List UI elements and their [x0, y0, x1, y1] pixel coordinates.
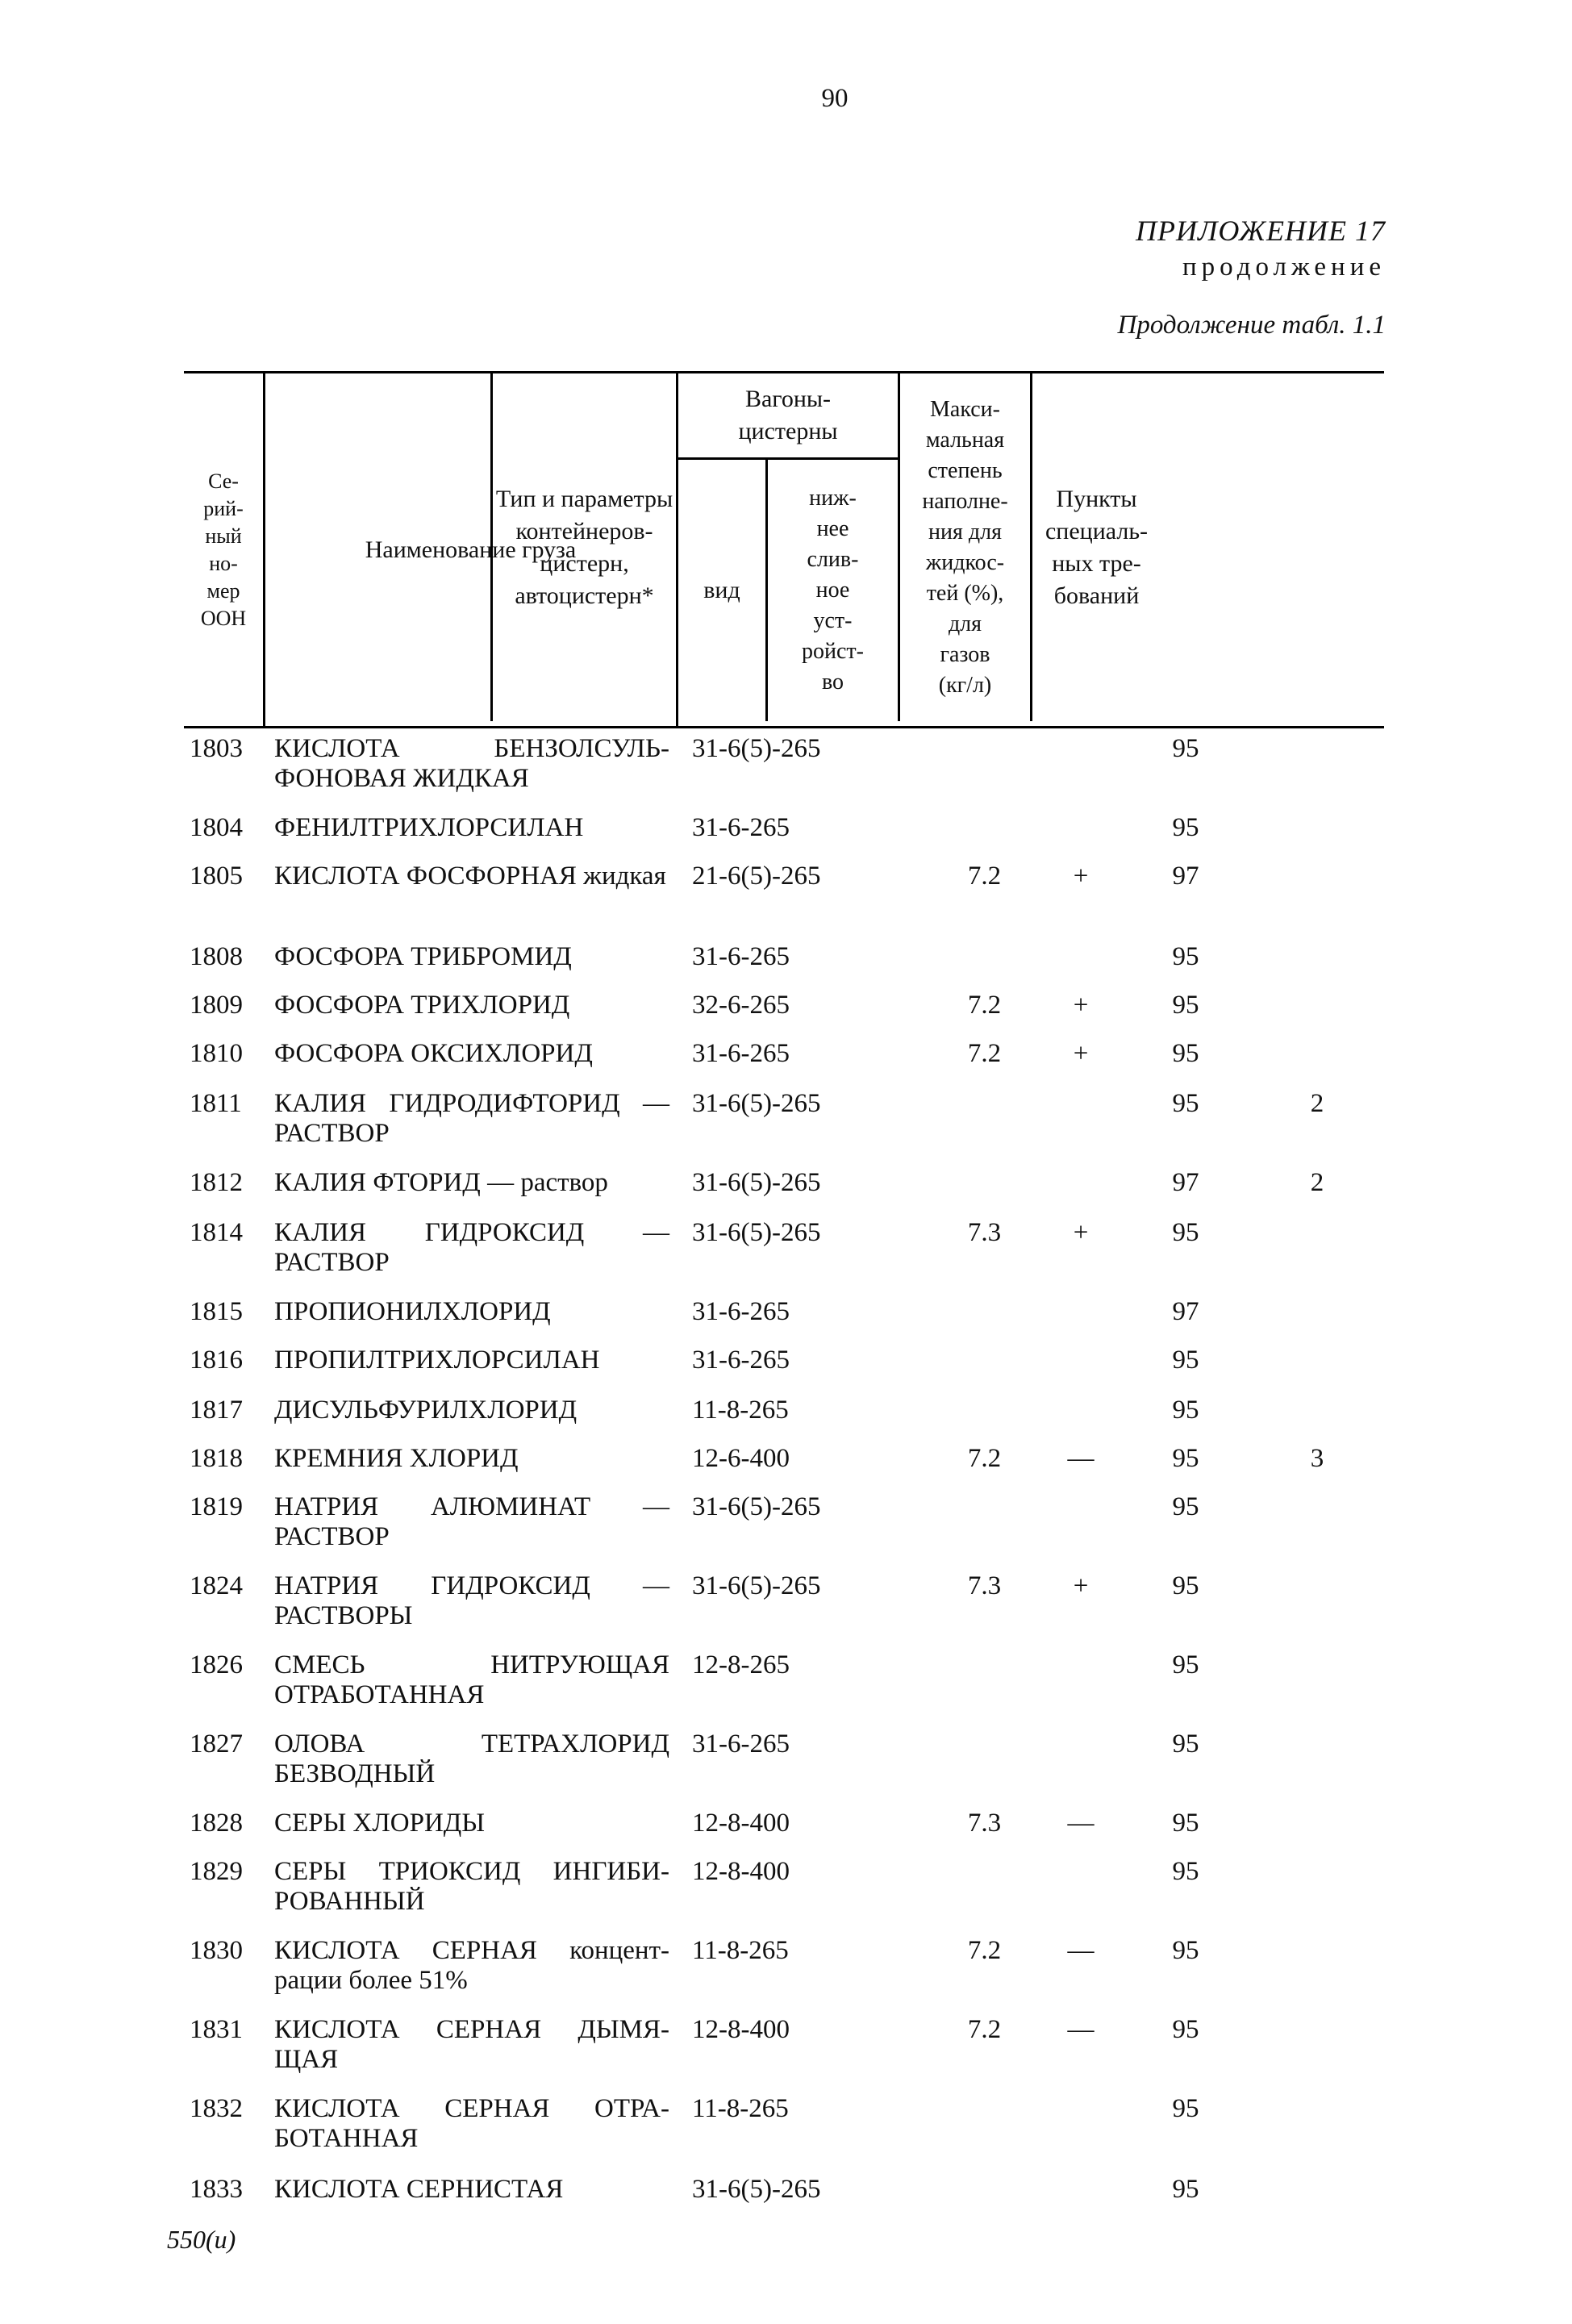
row-tank-type: 31-6(5)-265 [692, 1168, 821, 1197]
header-name: Наименование груза [263, 373, 676, 726]
header-wagons: Вагоны- цистерны [676, 373, 898, 460]
row-max-fill: 95 [1172, 1492, 1199, 1521]
row-cargo-name: КИСЛОТА СЕРНИСТАЯ [274, 2175, 564, 2204]
row-code: 1830 [190, 1936, 243, 1965]
row-tank-type: 32-6-265 [692, 991, 790, 1020]
row-tank-type: 21-6(5)-265 [692, 862, 821, 891]
row-cargo-name: НАТРИЯ АЛЮМИНАТ — РАСТВОР [274, 1492, 669, 1551]
row-code: 1804 [190, 813, 243, 842]
row-code: 1827 [190, 1729, 243, 1759]
row-tank-type: 31-6-265 [692, 1729, 790, 1759]
row-max-fill: 95 [1172, 1729, 1199, 1759]
row-code: 1816 [190, 1346, 243, 1375]
page-number: 90 [821, 84, 849, 113]
row-max-fill: 95 [1172, 813, 1199, 842]
row-max-fill: 95 [1172, 1089, 1199, 1118]
row-cargo-name: КИСЛОТА БЕНЗОЛСУЛЬ-ФОНОВАЯ ЖИДКАЯ [274, 734, 669, 793]
row-max-fill: 95 [1172, 1396, 1199, 1425]
row-tank-type: 31-6(5)-265 [692, 1218, 821, 1247]
header-type: Тип и параметры контейнеров- цистерн, автоцистерн* [490, 373, 676, 721]
row-cargo-name: ФОСФОРА ОКСИХЛОРИД [274, 1039, 593, 1068]
row-max-fill: 95 [1172, 1346, 1199, 1375]
row-wagon-kind: 7.2 [967, 862, 1002, 891]
row-wagon-kind: 7.3 [967, 1809, 1002, 1838]
row-code: 1819 [190, 1492, 243, 1521]
row-code: 1828 [190, 1809, 243, 1838]
row-bottom-drain: + [1073, 1571, 1089, 1600]
row-bottom-drain: + [1073, 991, 1089, 1020]
row-cargo-name: ФОСФОРА ТРИБРОМИД [274, 942, 572, 971]
row-cargo-name: КАЛИЯ ГИДРОКСИД — РАСТВОР [274, 1218, 669, 1277]
row-bottom-drain: + [1073, 1218, 1089, 1247]
row-max-fill: 95 [1172, 991, 1199, 1020]
row-max-fill: 95 [1172, 1936, 1199, 1965]
row-bottom-drain: — [1067, 1936, 1095, 1965]
row-code: 1810 [190, 1039, 243, 1068]
row-special-requirements: 2 [1310, 1168, 1324, 1197]
row-code: 1826 [190, 1650, 243, 1679]
row-max-fill: 95 [1172, 2094, 1199, 2123]
row-max-fill: 95 [1172, 1857, 1199, 1886]
row-cargo-name: ДИСУЛЬФУРИЛХЛОРИД [274, 1396, 578, 1425]
row-code: 1817 [190, 1396, 243, 1425]
header-fill: Макси- мальная степень наполне- ния для жидкос- тей (%), для газов (кг/л) [898, 373, 1030, 721]
row-wagon-kind: 7.2 [967, 1444, 1002, 1473]
row-max-fill: 95 [1172, 1218, 1199, 1247]
row-code: 1811 [190, 1089, 242, 1118]
row-code: 1824 [190, 1571, 243, 1600]
row-bottom-drain: + [1073, 862, 1089, 891]
header-drain: ниж- нее слив- ное уст- ройст- во [765, 460, 898, 721]
row-cargo-name: КАЛИЯ ГИДРОДИФТОРИД — РАСТВОР [274, 1089, 669, 1148]
row-tank-type: 31-6(5)-265 [692, 734, 821, 763]
row-cargo-name: НАТРИЯ ГИДРОКСИД — РАСТВОРЫ [274, 1571, 669, 1630]
row-cargo-name: КИСЛОТА СЕРНАЯ ДЫМЯ-ЩАЯ [274, 2015, 669, 2074]
row-max-fill: 95 [1172, 2175, 1199, 2204]
row-code: 1805 [190, 862, 243, 891]
row-tank-type: 31-6-265 [692, 813, 790, 842]
row-code: 1818 [190, 1444, 243, 1473]
row-code: 1812 [190, 1168, 243, 1197]
row-tank-type: 31-6-265 [692, 1346, 790, 1375]
row-tank-type: 11-8-265 [692, 1936, 789, 1965]
row-special-requirements: 2 [1310, 1089, 1324, 1118]
row-bottom-drain: — [1067, 1444, 1095, 1473]
row-cargo-name: КИСЛОТА СЕРНАЯ концент-рации более 51% [274, 1936, 669, 1995]
row-tank-type: 31-6(5)-265 [692, 1492, 821, 1521]
row-max-fill: 95 [1172, 1444, 1199, 1473]
row-tank-type: 12-6-400 [692, 1444, 790, 1473]
row-max-fill: 97 [1172, 1297, 1199, 1326]
row-wagon-kind: 7.3 [967, 1218, 1002, 1247]
row-wagon-kind: 7.2 [967, 2015, 1002, 2044]
row-max-fill: 95 [1172, 734, 1199, 763]
row-cargo-name: СЕРЫ ХЛОРИДЫ [274, 1809, 486, 1838]
header-kind: вид [676, 460, 765, 721]
row-tank-type: 11-8-265 [692, 1396, 789, 1425]
row-code: 1803 [190, 734, 243, 763]
row-cargo-name: ФЕНИЛТРИХЛОРСИЛАН [274, 813, 584, 842]
appendix-title: ПРИЛОЖЕНИЕ 17 [1136, 215, 1386, 247]
header-serial: Се- рий- ный но- мер ООН [200, 469, 247, 630]
header-requirements: Пункты специаль- ных тре- бований [1030, 373, 1161, 721]
row-tank-type: 12-8-400 [692, 1857, 790, 1886]
row-tank-type: 31-6(5)-265 [692, 1571, 821, 1600]
row-cargo-name: ПРОПИОНИЛХЛОРИД [274, 1297, 551, 1326]
row-tank-type: 12-8-400 [692, 2015, 790, 2044]
row-cargo-name: ФОСФОРА ТРИХЛОРИД [274, 991, 570, 1020]
row-bottom-drain: — [1067, 1809, 1095, 1838]
row-wagon-kind: 7.2 [967, 1039, 1002, 1068]
row-code: 1832 [190, 2094, 243, 2123]
row-tank-type: 31-6-265 [692, 1297, 790, 1326]
appendix-subtitle: продолжение [1182, 252, 1386, 282]
row-code: 1809 [190, 991, 243, 1020]
row-code: 1829 [190, 1857, 243, 1886]
row-tank-type: 11-8-265 [692, 2094, 789, 2123]
row-cargo-name: СМЕСЬ НИТРУЮЩАЯ ОТРАБОТАННАЯ [274, 1650, 669, 1709]
row-cargo-name: КИСЛОТА СЕРНАЯ ОТРА-БОТАННАЯ [274, 2094, 669, 2153]
footer-code: 550(и) [167, 2225, 236, 2254]
row-cargo-name: ОЛОВА ТЕТРАХЛОРИД БЕЗВОДНЫЙ [274, 1729, 669, 1788]
row-tank-type: 31-6(5)-265 [692, 1089, 821, 1118]
table-continuation-label: Продолжение табл. 1.1 [1117, 311, 1386, 340]
table-header [184, 371, 1384, 728]
row-wagon-kind: 7.3 [967, 1571, 1002, 1600]
row-bottom-drain: + [1073, 1039, 1089, 1068]
row-cargo-name: ПРОПИЛТРИХЛОРСИЛАН [274, 1346, 600, 1375]
row-max-fill: 95 [1172, 1039, 1199, 1068]
row-code: 1815 [190, 1297, 243, 1326]
row-special-requirements: 3 [1310, 1444, 1324, 1473]
row-max-fill: 97 [1172, 1168, 1199, 1197]
row-tank-type: 12-8-265 [692, 1650, 790, 1679]
cargo-table [184, 371, 1384, 2204]
row-tank-type: 31-6(5)-265 [692, 2175, 821, 2204]
row-max-fill: 97 [1172, 862, 1199, 891]
row-max-fill: 95 [1172, 2015, 1199, 2044]
row-tank-type: 31-6-265 [692, 942, 790, 971]
row-code: 1808 [190, 942, 243, 971]
row-cargo-name: КИСЛОТА ФОСФОРНАЯ жидкая [274, 862, 666, 891]
row-tank-type: 12-8-400 [692, 1809, 790, 1838]
row-bottom-drain: — [1067, 2015, 1095, 2044]
row-code: 1814 [190, 1218, 243, 1247]
row-max-fill: 95 [1172, 1809, 1199, 1838]
row-wagon-kind: 7.2 [967, 1936, 1002, 1965]
row-code: 1833 [190, 2175, 243, 2204]
row-wagon-kind: 7.2 [967, 991, 1002, 1020]
row-code: 1831 [190, 2015, 243, 2044]
row-cargo-name: КАЛИЯ ФТОРИД — раствор [274, 1168, 608, 1197]
row-max-fill: 95 [1172, 1650, 1199, 1679]
row-cargo-name: СЕРЫ ТРИОКСИД ИНГИБИ-РОВАННЫЙ [274, 1857, 669, 1916]
row-max-fill: 95 [1172, 1571, 1199, 1600]
row-cargo-name: КРЕМНИЯ ХЛОРИД [274, 1444, 519, 1473]
row-tank-type: 31-6-265 [692, 1039, 790, 1068]
row-max-fill: 95 [1172, 942, 1199, 971]
